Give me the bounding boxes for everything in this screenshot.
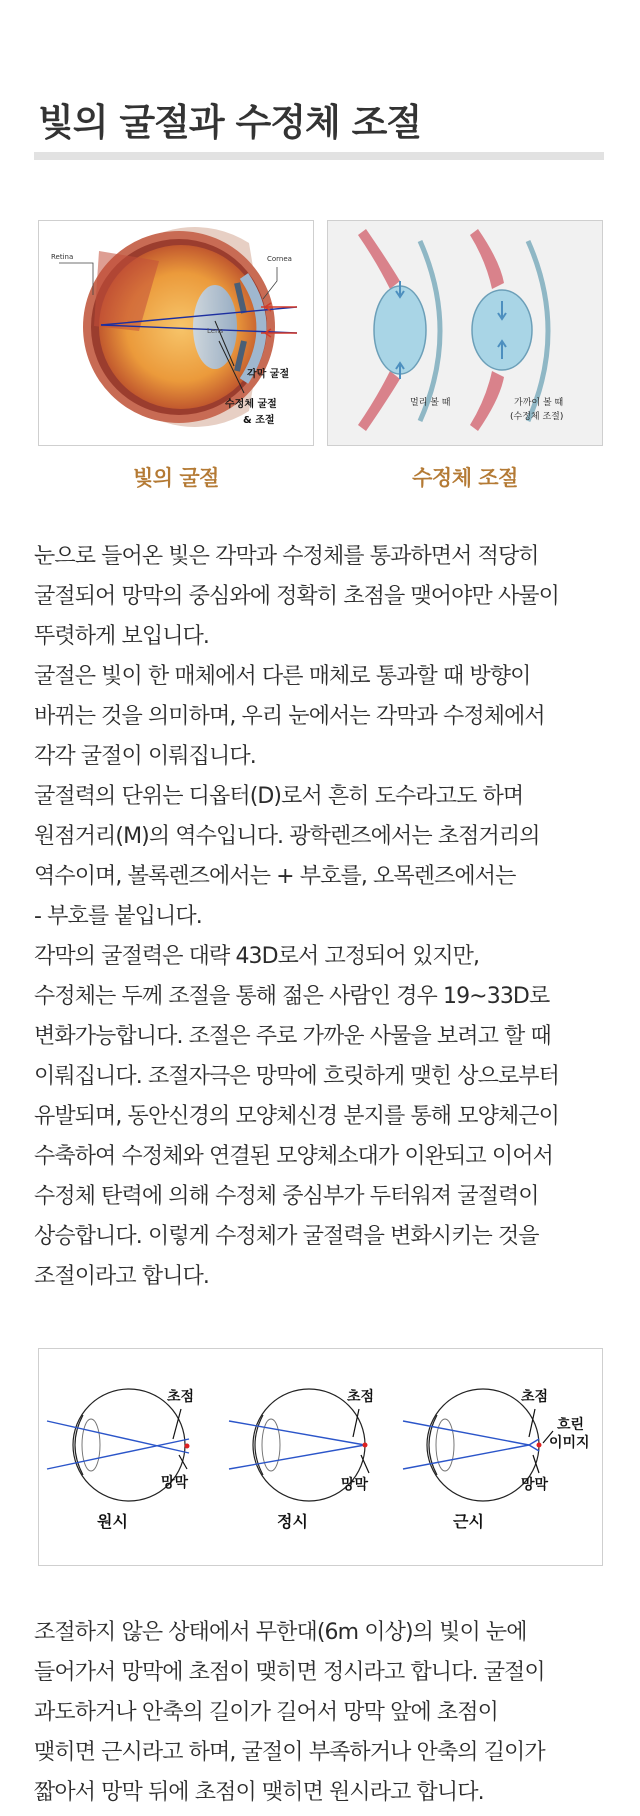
lens-accommodation-figure — [327, 220, 603, 446]
text-line: 굴절은 빛이 한 매체에서 다른 매체로 통과할 때 방향이 — [34, 664, 531, 689]
accommodation-label: & 조절 — [243, 415, 275, 426]
text-line: 각각 굴절이 이뤄집니다. — [34, 744, 256, 769]
lens-accommodation-illustration — [328, 221, 603, 446]
accommodation-figure-caption: 수정체 조절 — [412, 466, 518, 490]
retina-label: Retina — [51, 253, 74, 261]
text-line: 조절이라고 합니다. — [34, 1264, 210, 1289]
near-view-sub-label: (수정체 조절) — [510, 412, 564, 422]
text-line: 원점거리(M)의 역수입니다. 광학렌즈에서는 초점거리의 — [34, 824, 540, 849]
text-line: 맺히면 근시라고 하며, 굴절이 부족하거나 안축의 길이가 — [34, 1740, 545, 1765]
emmetropia-diagram — [229, 1388, 374, 1531]
lens-refraction-label: 수정체 굴절 — [225, 399, 277, 410]
text-line: 변화가능합니다. 조절은 주로 가까운 사물을 보려고 할 때 — [34, 1024, 551, 1049]
cornea-label: Cornea — [267, 255, 292, 263]
emmetropia-focus-label: 초점 — [347, 1389, 375, 1405]
myopia-retina-label: 망막 — [521, 1477, 549, 1493]
vision-types-diagram — [39, 1349, 603, 1566]
page-title: 빛의 굴절과 수정체 조절 — [38, 101, 422, 144]
vision-types-figure — [38, 1348, 603, 1566]
text-line: 굴절력의 단위는 디옵터(D)로서 흔히 도수라고도 하며 — [34, 784, 524, 809]
emmetropia-retina-label: 망막 — [341, 1477, 369, 1493]
text-line: 역수이며, 볼록렌즈에서는 + 부호를, 오목렌즈에서는 — [34, 864, 516, 889]
emmetropia-title: 정시 — [277, 1512, 308, 1531]
text-line: 짧아서 망막 뒤에 초점이 맺히면 원시라고 합니다. — [34, 1780, 484, 1805]
near-view-label: 가까이 볼 때 — [514, 398, 564, 408]
title-underline — [34, 152, 604, 160]
text-line: 조절하지 않은 상태에서 무한대(6m 이상)의 빛이 눈에 — [34, 1620, 527, 1645]
eye-refraction-figure — [38, 220, 314, 446]
text-line: 굴절되어 망막의 중심와에 정확히 초점을 맺어야만 사물이 — [34, 584, 560, 609]
text-line: 뚜렷하게 보입니다. — [34, 624, 210, 649]
text-line: - 부호를 붙입니다. — [34, 904, 202, 929]
text-line: 수정체 탄력에 의해 수정체 중심부가 두터워져 굴절력이 — [34, 1184, 539, 1209]
hyperopia-title: 원시 — [97, 1512, 128, 1531]
text-line: 바뀌는 것을 의미하며, 우리 눈에서는 각막과 수정체에서 — [34, 704, 545, 729]
text-line: 유발되며, 동안신경의 모양체신경 분지를 통해 모양체근이 — [34, 1104, 560, 1129]
text-line: 각막의 굴절력은 대략 43D로서 고정되어 있지만, — [34, 944, 480, 969]
eye-cross-section-illustration — [39, 221, 314, 446]
corneal-refraction-label: 각막 굴절 — [247, 369, 290, 380]
text-line: 상승합니다. 이렇게 수정체가 굴절력을 변화시키는 것을 — [34, 1224, 539, 1249]
hyperopia-retina-label: 망막 — [161, 1475, 189, 1491]
body-paragraph-2 — [34, 1613, 614, 1813]
text-line: 들어가서 망막에 초점이 맺히면 정시라고 합니다. 굴절이 — [34, 1660, 545, 1685]
text-line: 눈으로 들어온 빛은 각막과 수정체를 통과하면서 적당히 — [34, 544, 539, 569]
myopia-focus-label: 초점 — [521, 1389, 549, 1405]
lens-label: Lens — [207, 327, 224, 335]
far-view-label: 멀리 볼 때 — [410, 398, 451, 408]
myopia-blur-sub-label: 이미지 — [549, 1435, 590, 1451]
hyperopia-diagram — [47, 1388, 194, 1531]
text-line: 이뤄집니다. 조절자극은 망막에 흐릿하게 맺힌 상으로부터 — [34, 1064, 560, 1089]
text-line: 수정체는 두께 조절을 통해 젊은 사람인 경우 19~33D로 — [34, 984, 550, 1009]
text-line: 수축하여 수정체와 연결된 모양체소대가 이완되고 이어서 — [34, 1144, 553, 1169]
myopia-title: 근시 — [453, 1512, 484, 1531]
body-paragraph-1 — [34, 537, 614, 1297]
text-line: 과도하거나 안축의 길이가 길어서 망막 앞에 초점이 — [34, 1700, 498, 1725]
hyperopia-focus-label: 초점 — [167, 1389, 195, 1405]
myopia-blur-label: 흐린 — [557, 1417, 585, 1433]
refraction-figure-caption: 빛의 굴절 — [133, 466, 219, 490]
myopia-diagram — [403, 1388, 590, 1531]
